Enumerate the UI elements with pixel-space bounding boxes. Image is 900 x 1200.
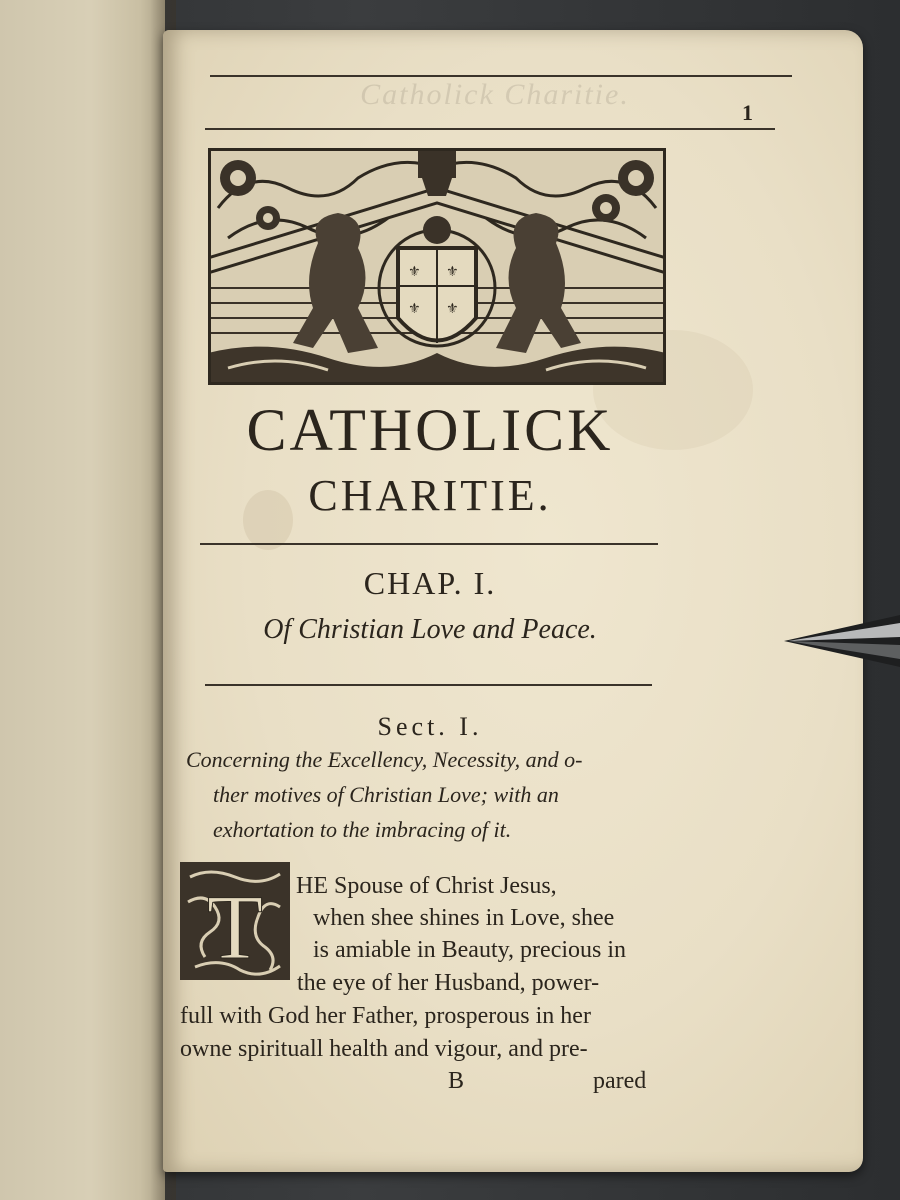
page-clip-pointer-icon xyxy=(784,611,900,671)
chapter-rule xyxy=(205,684,652,686)
svg-text:⚜: ⚜ xyxy=(408,264,421,280)
chapter-subtitle: Of Christian Love and Peace. xyxy=(263,614,597,645)
catchword: pared xyxy=(593,1068,647,1094)
svg-text:T: T xyxy=(206,876,264,978)
left-page-edge xyxy=(0,0,165,1200)
book-subtitle: CHARITIE. xyxy=(308,471,552,520)
body-line: full with God her Father, prosperous in her xyxy=(180,1003,591,1029)
signature-mark: B xyxy=(448,1068,465,1094)
svg-text:⚜: ⚜ xyxy=(446,301,459,317)
top-rule xyxy=(210,75,792,77)
title-rule xyxy=(200,543,658,545)
book-title: CATHOLICK xyxy=(246,397,614,463)
decorated-initial xyxy=(180,862,290,980)
body-line: owne spirituall health and vigour, and pre- xyxy=(180,1036,588,1062)
section-title-line: exhortation to the imbracing of it. xyxy=(213,817,512,842)
svg-text:⚜: ⚜ xyxy=(446,264,459,280)
body-line: is amiable in Beauty, precious in xyxy=(313,937,627,963)
royal-arms-headpiece xyxy=(208,148,666,385)
running-head: Catholick Charitie. xyxy=(360,78,630,111)
svg-text:⚜: ⚜ xyxy=(408,301,421,317)
body-line: the eye of her Husband, power- xyxy=(297,970,600,996)
body-line: when shee shines in Love, shee xyxy=(313,905,615,931)
page-number: 1 xyxy=(742,100,753,125)
section-title-line: ther motives of Christian Love; with an xyxy=(213,782,559,807)
section-heading: Sect. I. xyxy=(377,712,483,741)
chapter-heading: CHAP. I. xyxy=(363,565,497,601)
header-rule xyxy=(205,128,775,130)
body-line: HE Spouse of Christ Jesus, xyxy=(296,873,557,899)
section-title-line: Concerning the Excellency, Necessity, and o- xyxy=(186,747,583,772)
